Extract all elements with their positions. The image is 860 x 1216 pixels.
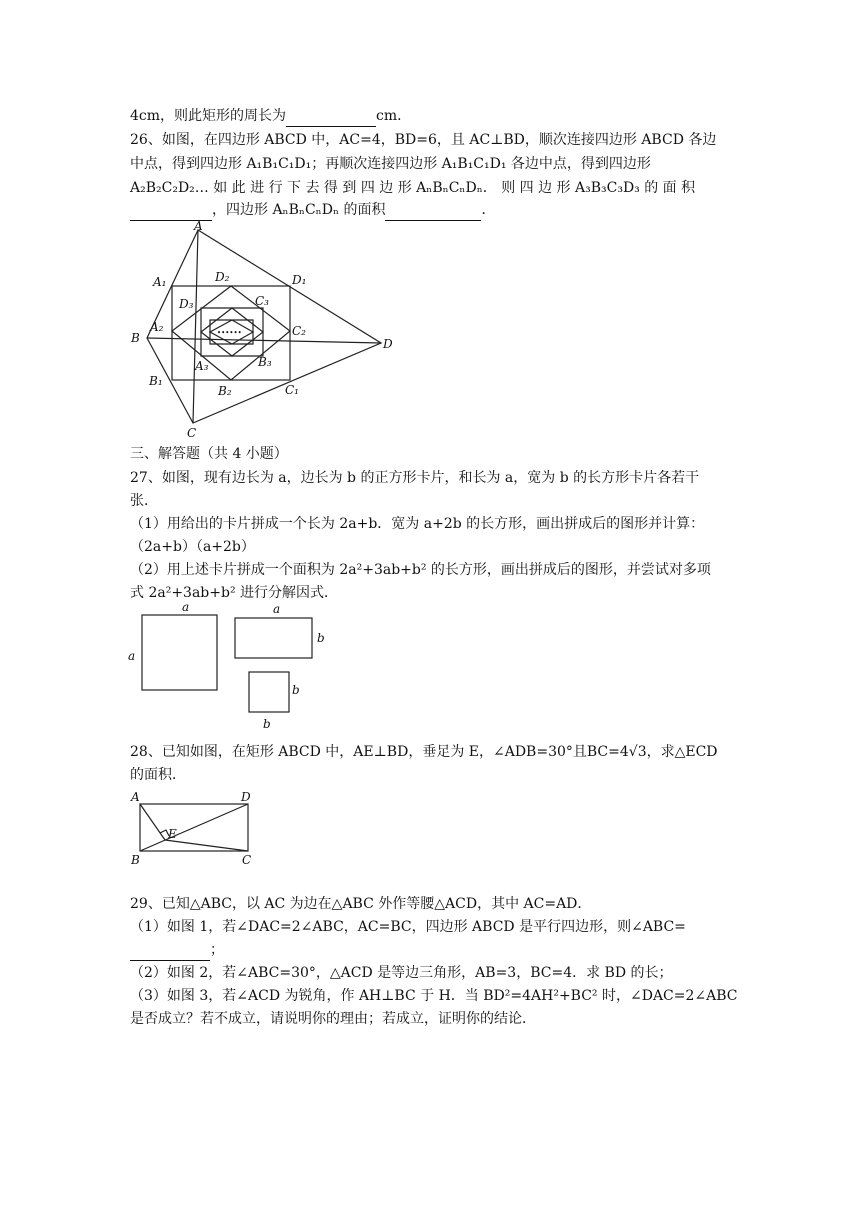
label-D2: D₂	[215, 270, 230, 284]
q26-line-3: A₂B₂C₂D₂… 如 此 进 行 下 去 得 到 四 边 形 AₙBₙCₙDₙ． 则 四 边 形 A₃B₃C₃D₃ 的 面 积	[130, 180, 696, 196]
card-square-a	[142, 615, 217, 690]
label-A2: A₂	[150, 320, 164, 334]
quad-ABCD	[147, 230, 381, 423]
label-B2: B₂	[218, 384, 232, 398]
label-D: D	[241, 790, 251, 804]
label-C2: C₂	[292, 324, 306, 338]
q29-line-1: 29、已知△ABC，以 AC 为边在△ABC 外作等腰△ACD，其中 AC=AD．	[130, 896, 592, 912]
diagonal-AC	[193, 230, 198, 423]
card-rect-ab	[235, 618, 312, 658]
label-B1: B₁	[149, 374, 163, 388]
q25-text: 4cm，则此矩形的周长为	[130, 108, 287, 124]
q28-line-2: 的面积．	[130, 767, 186, 783]
label-C: C	[242, 853, 252, 865]
figure-q28-rectangle	[125, 785, 265, 865]
label-square-b-right: b	[292, 683, 300, 697]
label-C1: C₁	[285, 383, 299, 397]
q25-unit: cm．	[376, 108, 412, 124]
q29-line-5: （3）如图 3，若∠ACD 为锐角，作 AH⊥BC 于 H．当 BD²=4AH²+BC² 时，∠DAC=2∠ABC	[130, 988, 738, 1004]
q27-line-3: （1）用给出的卡片拼成一个长为 2a+b．宽为 a+2b 的长方形，画出拼成后的图形并计算：	[130, 516, 705, 532]
label-B: B	[131, 853, 140, 865]
q27-line-6: 式 2a²+3ab+b² 进行分解因式．	[130, 585, 339, 601]
q27-line-4: （2a+b）（a+2b）	[130, 539, 255, 555]
q27-line-1: 27、如图，现有边长为 a，边长为 b 的正方形卡片，和长为 a，宽为 b 的长方形卡片各若干	[130, 470, 700, 486]
label-E: E	[168, 827, 177, 841]
segment-AE	[140, 804, 165, 840]
label-A: A	[194, 219, 203, 233]
label-A1: A₁	[153, 275, 167, 289]
label-dots: ••••••	[217, 329, 242, 337]
q29-line-6: 是否成立？若不成立，请说明你的理由；若成立，证明你的结论．	[130, 1011, 536, 1027]
q28-line-1: 28、已知如图，在矩形 ABCD 中，AE⊥BD，垂足为 E，∠ADB=30°且BC=4√3，求△ECD	[130, 744, 718, 760]
label-D: D	[383, 337, 393, 351]
card-square-b	[249, 672, 289, 712]
label-a-left: a	[128, 649, 136, 663]
label-C3: C₃	[255, 294, 269, 308]
q26-line-2: 中点，得到四边形 A₁B₁C₁D₁；再顺次连接四边形 A₁B₁C₁D₁ 各边中点，得到四边形	[130, 156, 651, 172]
label-D1: D₁	[292, 273, 307, 287]
q29-line-4: （2）如图 2，若∠ABC=30°，△ACD 是等边三角形，AB=3，BC=4．求 BD 的长；	[130, 965, 673, 981]
label-C: C	[187, 426, 197, 440]
q25-tail-line	[130, 105, 730, 127]
answer-blank[interactable]	[286, 110, 376, 127]
q26-line4-end: ．	[481, 202, 496, 218]
answer-blank-abc[interactable]	[130, 944, 210, 961]
label-square-b-bottom: b	[263, 717, 271, 731]
label-D3: D₃	[179, 297, 194, 311]
q26-line-1: 26、如图，在四边形 ABCD 中，AC=4，BD=6，且 AC⊥BD，顺次连接四边形 ABCD 各边	[130, 132, 717, 148]
q29-line3-end: ；	[210, 942, 224, 958]
q29-line-2: （1）如图 1，若∠DAC=2∠ABC，AC=BC，四边形 ABCD 是平行四边形，则∠ABC=	[130, 919, 686, 935]
section-3-heading: 三、解答题（共 4 小题）	[130, 446, 288, 462]
label-a-top: a	[182, 600, 190, 614]
label-rect-b: b	[317, 631, 325, 645]
label-A3: A₃	[195, 359, 209, 373]
segment-EC	[165, 840, 248, 851]
figure-q27-cards	[125, 598, 345, 738]
figure-q26-quadrilateral	[125, 218, 405, 440]
q27-line-2: 张．	[130, 493, 158, 509]
q29-line-3	[130, 939, 730, 961]
label-B: B	[131, 331, 140, 345]
label-B3: B₃	[258, 355, 272, 369]
label-A: A	[131, 790, 140, 804]
label-rect-a: a	[273, 602, 281, 616]
q27-line-5: （2）用上述卡片拼成一个面积为 2a²+3ab+b² 的长方形，画出拼成后的图形，并尝试对多项	[130, 562, 711, 578]
q26-line4-text: ，四边形 AₙBₙCₙDₙ 的面积	[212, 202, 386, 218]
